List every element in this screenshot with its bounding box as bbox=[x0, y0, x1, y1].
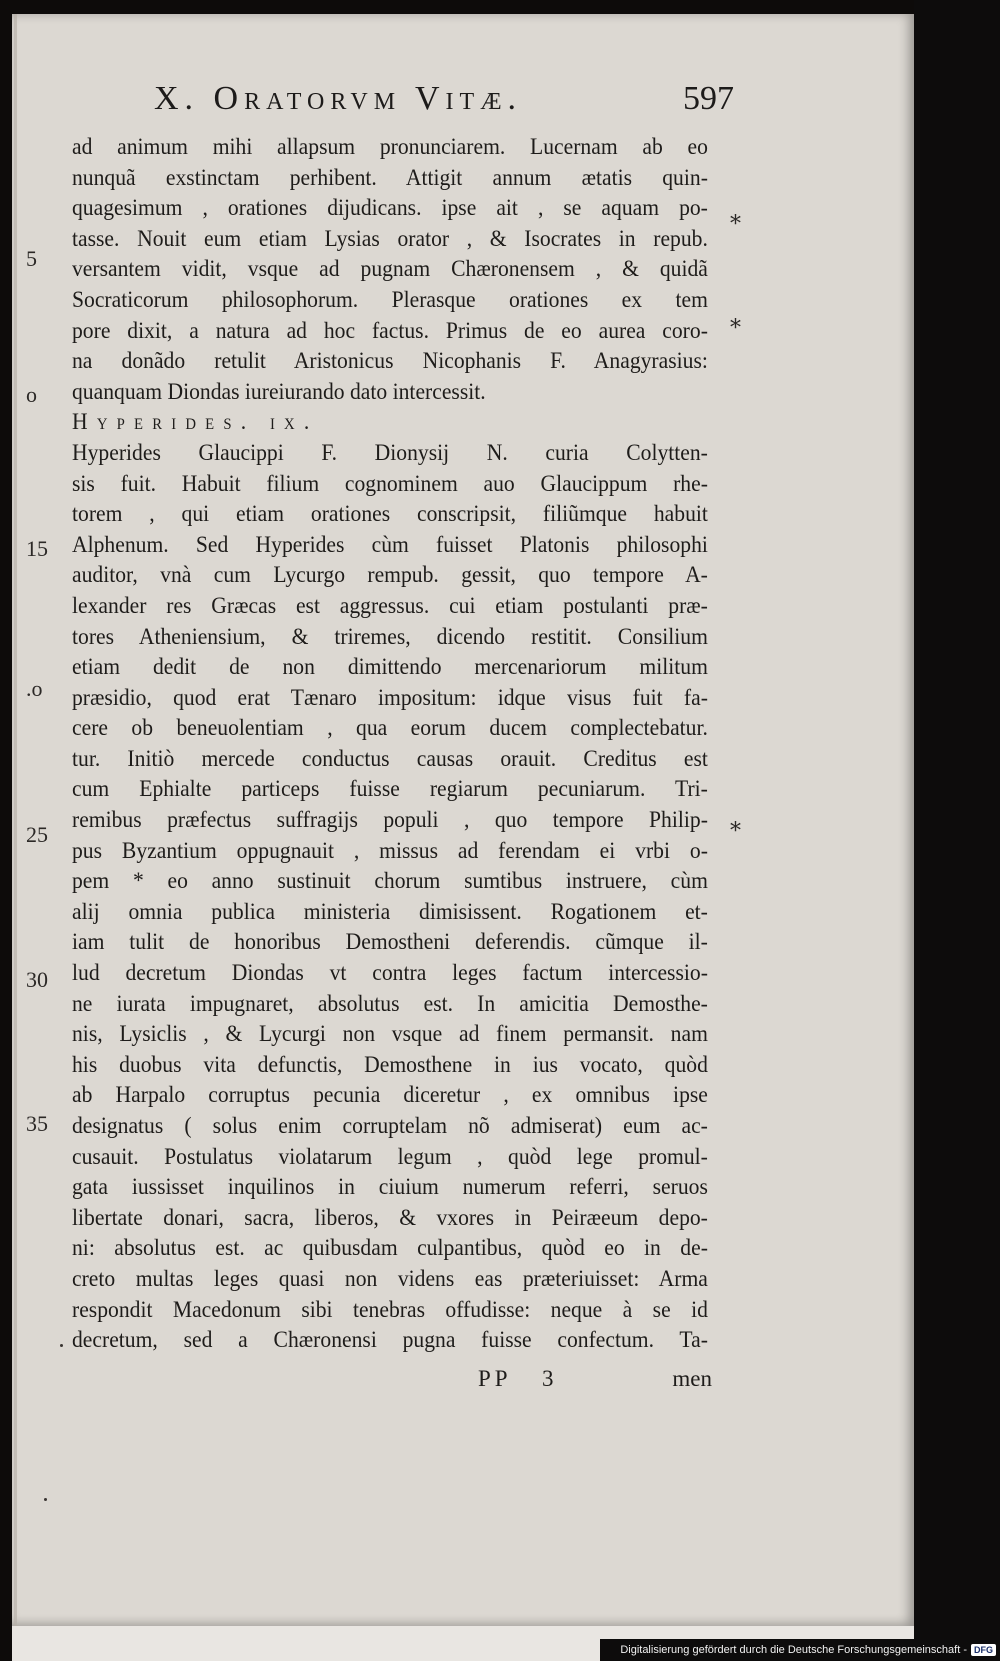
page-header bbox=[142, 80, 734, 130]
text-line: ad animum mihi allapsum pronunciarem. Lucernam ab eo bbox=[72, 134, 708, 160]
line-number-20: .o bbox=[26, 676, 43, 701]
catchword: men bbox=[672, 1366, 712, 1391]
page-number: 597 bbox=[683, 80, 734, 117]
text-line: iam tulit de honoribus Demostheni deferendis. cũmque il- bbox=[72, 929, 708, 956]
text-line: tores Atheniensium, & triremes, dicendo restitit. Consilium bbox=[72, 623, 708, 650]
text-line: creto multas leges quasi non videns eas præteriuisset: Arma bbox=[72, 1265, 708, 1292]
scan-border-left bbox=[0, 0, 12, 1661]
text-line: quanquam Diondas iureiurando dato intercessit. bbox=[72, 378, 486, 405]
scan-border-top bbox=[0, 0, 1000, 14]
text-line: ab Harpalo corruptus pecunia diceretur , ex omnibus ipse bbox=[72, 1082, 708, 1109]
text-line: pem * eo anno sustinuit chorum sumtibus instruere, cùm bbox=[72, 868, 708, 895]
text-line: libertate donari, sacra, liberos, & vxores in Peiræeum depo- bbox=[72, 1204, 708, 1231]
text-line: gata iussisset inquilinos in ciuium numerum referri, seruos bbox=[72, 1174, 708, 1201]
line-number-10: o bbox=[26, 382, 37, 407]
margin-asterisk: * bbox=[730, 316, 741, 341]
book-page bbox=[12, 14, 914, 1626]
text-line: ni: absolutus est. ac quibusdam culpantibus, quòd eo in de- bbox=[72, 1235, 708, 1262]
text-line: cere ob beneuolentiam , qua eorum ducem complectebatur. bbox=[72, 715, 708, 742]
text-line: lud decretum Diondas vt contra leges factum intercessio- bbox=[72, 960, 708, 987]
text-line: his duobus vita defunctis, Demosthene in ius vocato, quòd bbox=[72, 1051, 708, 1078]
line-number-30: 30 bbox=[26, 967, 48, 992]
text-line: pore dixit, a natura ad hoc factus. Primus de eo aurea coro- bbox=[72, 317, 708, 344]
line-number-15: 15 bbox=[26, 536, 48, 561]
text-line: decretum, sed a Chæronensi pugna fuisse confectum. Ta- bbox=[72, 1327, 708, 1354]
digitization-banner bbox=[600, 1639, 1000, 1661]
scan-border-right bbox=[914, 0, 1000, 1661]
text-line: lexander res Græcas est aggressus. cui etiam postulanti præ- bbox=[72, 592, 708, 619]
text-line: cusauit. Postulatus violatarum legum , quòd lege promul- bbox=[72, 1143, 708, 1170]
text-line: cum Ephialte particeps fuisse regiarum pecuniarum. Tri- bbox=[72, 776, 708, 803]
text-line: alij omnia publica ministeria dimisissent. Rogationem et- bbox=[72, 898, 708, 925]
banner-text: Digitalisierung gefördert durch die Deutsche Forschungsgemeinschaft - bbox=[620, 1644, 967, 1656]
text-line: quagesimum , orationes dijudicans. ipse ait , se aquam po- bbox=[72, 195, 708, 222]
body-text bbox=[72, 132, 712, 1356]
text-line: etiam dedit de non dimittendo mercenariorum militum bbox=[72, 654, 708, 681]
ink-speck bbox=[44, 1498, 47, 1501]
text-line: ne iurata impugnaret, absolutus est. In amicitia Demosthe- bbox=[72, 990, 708, 1017]
text-line: auditor, vnà cum Lycurgo rempub. gessit, quo tempore A- bbox=[72, 562, 708, 589]
signature-mark: PP bbox=[478, 1366, 512, 1391]
text-line: præsidio, quod erat Tænaro impositum: idque visus fuit fa- bbox=[72, 684, 708, 711]
text-line: respondit Macedonum sibi tenebras offudisse: neque à se id bbox=[72, 1296, 708, 1323]
text-line: remibus præfectus suffragijs populi , quo tempore Philip- bbox=[72, 807, 708, 834]
text-line: versantem vidit, vsque ad pugnam Chæronensem , & quidã bbox=[72, 256, 708, 283]
text-line: torem , qui etiam orationes conscripsit, filiũmque habuit bbox=[72, 501, 708, 528]
page-footer bbox=[478, 1366, 712, 1396]
text-line: Alphenum. Sed Hyperides cùm fuisset Platonis philosophi bbox=[72, 531, 708, 558]
text-line: na donãdo retulit Aristonicus Nicophanis F. Anagyrasius: bbox=[72, 348, 708, 375]
text-line: Hyperides Glaucippi F. Dionysij N. curia Colytten- bbox=[72, 439, 708, 466]
text-line: designatus ( solus enim corruptelam nõ admiserat) eum ac- bbox=[72, 1113, 708, 1139]
text-line: nunquã exstinctam perhibent. Attigit annum ætatis quin- bbox=[72, 164, 708, 191]
line-number-5: 5 bbox=[26, 246, 37, 271]
line-number-35: 35 bbox=[26, 1111, 48, 1136]
text-line: tasse. Nouit eum etiam Lysias orator , & Isocrates in repub. bbox=[72, 225, 708, 252]
text-line: nis, Lysiclis , & Lycurgi non vsque ad finem permansit. nam bbox=[72, 1021, 708, 1048]
text-line: tur. Initiò mercede conductus causas orauit. Creditus est bbox=[72, 745, 708, 772]
text-line: sis fuit. Habuit filium cognominem auo Glaucippum rhe- bbox=[72, 470, 708, 497]
section-heading: Hyperides. ix. bbox=[72, 409, 319, 436]
ink-speck bbox=[60, 1344, 63, 1347]
margin-asterisk: * bbox=[730, 819, 741, 844]
text-line: Socraticorum philosophorum. Plerasque orationes ex tem bbox=[72, 286, 708, 313]
running-title: X. Oratorvm Vitæ. bbox=[154, 80, 523, 117]
dfg-logo: DFG bbox=[971, 1644, 996, 1656]
text-line: pus Byzantium oppugnauit , missus ad ferendam ei vrbi o- bbox=[72, 837, 708, 864]
page-gutter bbox=[14, 14, 17, 1626]
line-number-25: 25 bbox=[26, 822, 48, 847]
signature-number: 3 bbox=[542, 1366, 554, 1391]
margin-asterisk: * bbox=[730, 212, 741, 237]
